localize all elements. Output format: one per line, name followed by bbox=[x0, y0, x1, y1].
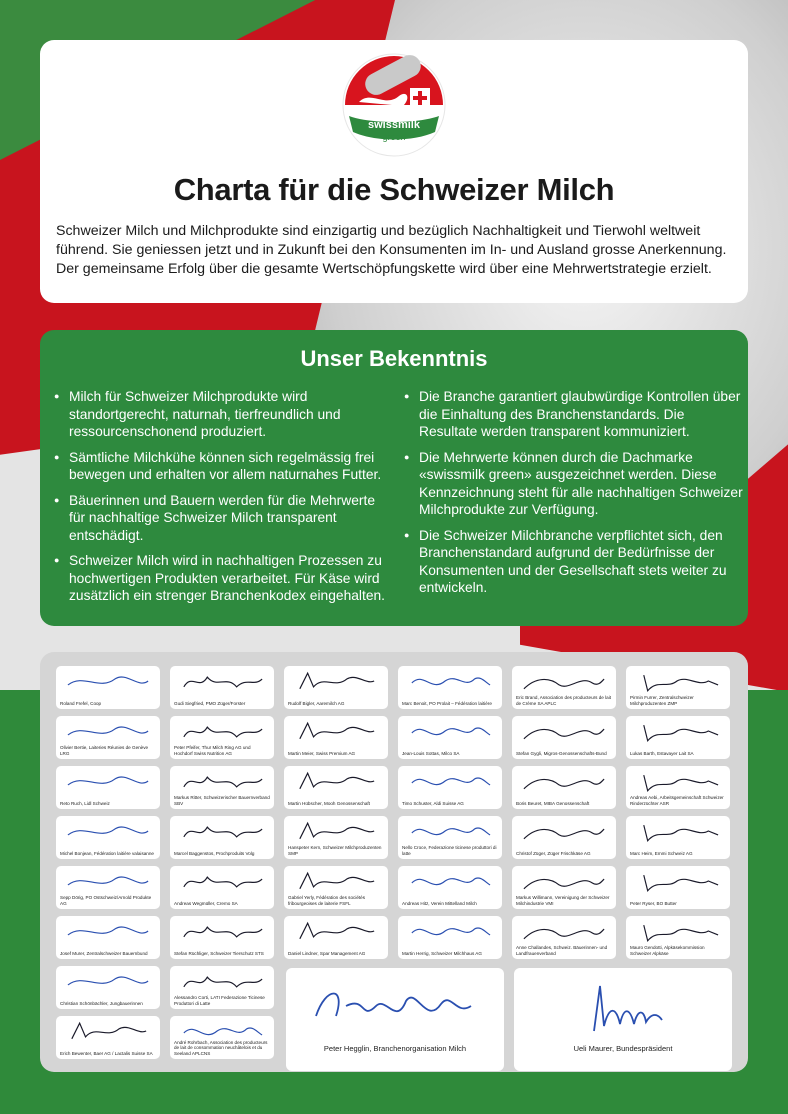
signature-caption: Christian Schönbächler, Jungbauerinnen bbox=[60, 1000, 143, 1006]
signature-caption: Marc Benoit, PO Prolait – Fédération laitière bbox=[402, 700, 492, 706]
signature-drawing bbox=[64, 669, 152, 693]
page-title: Charta für die Schweizer Milch bbox=[173, 172, 615, 207]
signature-box bbox=[284, 816, 388, 859]
signature-caption: Andreas Wegmüller, Cremo SA bbox=[174, 900, 238, 906]
signature-caption: André Rohrbach, Association des producteurs de lait de consommation neuchâtelois et du Seeland APLCNS bbox=[174, 1039, 268, 1056]
signature-caption: Erich Bewenter, Baer AG / Lactalis Suisse SA bbox=[60, 1050, 153, 1056]
signature-caption: Martin Hübscher, Mooh Genossenschaft bbox=[288, 800, 370, 806]
signature-drawing bbox=[64, 819, 152, 843]
signature-drawing bbox=[178, 669, 266, 693]
signature-drawing bbox=[178, 719, 266, 743]
bekenntnis-bullet: ● Sämtliche Milchkühe können sich regelmässig frei bewegen und erhalten vor allem naturnahes Futter. bbox=[54, 449, 394, 484]
signature-caption: Timo Schuster, Aldi Suisse AG bbox=[402, 800, 464, 806]
signature-box bbox=[170, 866, 274, 909]
signature-drawing bbox=[634, 669, 722, 693]
signature-box bbox=[56, 716, 160, 759]
signature-box bbox=[56, 666, 160, 709]
signature-drawing bbox=[64, 719, 152, 743]
signature-caption: Josef Murer, Zentralschweizer Bauernbund bbox=[60, 950, 148, 956]
signature-caption: Anne Challandes, Schweiz. Bäuerinnen- und Landfrauenverband bbox=[516, 945, 608, 956]
signature-drawing bbox=[178, 769, 266, 793]
signature-box bbox=[284, 716, 388, 759]
signature-drawing bbox=[178, 819, 266, 843]
signature-box bbox=[170, 916, 274, 959]
signature-caption: Markus Ritter, Schweizerischer Bauernverband SBV bbox=[174, 795, 270, 806]
signature-box bbox=[512, 866, 616, 909]
signature-drawing bbox=[406, 719, 494, 743]
signature-drawing bbox=[634, 869, 722, 893]
signature-drawing bbox=[292, 719, 380, 743]
signature-drawing bbox=[406, 869, 494, 893]
bekenntnis-bullet: ● Schweizer Milch wird in nachhaltigen Prozessen zu hochwertigen Produkten verarbeitet. Für Käse wird zusätzlich ein strenger Branchenkodex eingehalten. bbox=[54, 552, 394, 605]
signatures-panel bbox=[40, 652, 748, 1072]
signature-box bbox=[626, 916, 730, 959]
signature-caption: Lukas Barth, Estavayer Lait SA bbox=[630, 750, 694, 756]
signature-box bbox=[170, 716, 274, 759]
signature-caption: Peter Ryser, BO Butter bbox=[630, 900, 677, 906]
signature-drawing bbox=[64, 919, 152, 943]
signature-caption: Rudolf Bigler, Aaremilch AG bbox=[288, 700, 345, 706]
signature-box bbox=[626, 716, 730, 759]
signature-caption: Stefan Rüchliger, Schweizer Tierschutz STS bbox=[174, 950, 264, 956]
logo-text-green: green bbox=[382, 132, 406, 142]
signature-drawing bbox=[292, 819, 380, 843]
signature-box bbox=[398, 766, 502, 809]
signature-drawing bbox=[520, 719, 608, 743]
signature-drawing bbox=[534, 976, 714, 1036]
signature-drawing bbox=[520, 819, 608, 843]
bekenntnis-card bbox=[40, 330, 748, 626]
signature-box bbox=[626, 866, 730, 909]
signature-drawing bbox=[64, 1019, 152, 1043]
signature-drawing bbox=[178, 919, 266, 943]
signature-caption: Michel Bonjean, Fédération laitière valaisanne bbox=[60, 850, 154, 856]
bekenntnis-bullet: ● Milch für Schweizer Milchprodukte wird standortgerecht, naturnah, tierfreundlich und ressourcenschonend produziert. bbox=[54, 388, 394, 441]
bekenntnis-bullet: ● Bäuerinnen und Bauern werden für die Mehrwerte für nachhaltige Schweizer Milch transparent entschädigt. bbox=[54, 492, 394, 545]
signature-box bbox=[284, 866, 388, 909]
signature-caption: Reto Ruch, Lidl Schweiz bbox=[60, 800, 110, 806]
signature-box bbox=[398, 816, 502, 859]
header-card bbox=[40, 40, 748, 303]
signature-drawing bbox=[306, 976, 486, 1036]
signature-drawing bbox=[634, 919, 722, 943]
signature-drawing bbox=[178, 969, 266, 993]
signature-drawing bbox=[634, 769, 722, 793]
bekenntnis-title: Unser Bekenntnis bbox=[300, 346, 488, 371]
signature-caption: Peter Pfeifer, Thur Milch Ring AG und Hochdorf Swiss Nutrition AG bbox=[174, 745, 251, 756]
signature-drawing bbox=[634, 819, 722, 843]
signature-box bbox=[284, 916, 388, 959]
signature-caption: Hanspeter Kern, Schweizer Milchproduzenten SMP bbox=[288, 845, 382, 856]
signature-box bbox=[170, 816, 274, 859]
signature-caption: Martin Herrig, Schweizer Milchhaus AG bbox=[402, 950, 482, 956]
signature-drawing bbox=[406, 769, 494, 793]
signature-caption: Olivier Bertie, Laiteries Réunies de Genève LRG bbox=[60, 745, 149, 756]
signature-caption: Christof Züger, Züger Frischkäse AG bbox=[516, 850, 591, 856]
signature-box bbox=[512, 766, 616, 809]
signature-box bbox=[56, 866, 160, 909]
signature-caption: Peter Hegglin, Branchenorganisation Milch bbox=[323, 1044, 467, 1053]
signature-drawing bbox=[292, 919, 380, 943]
signature-caption: Ueli Maurer, Bundespräsident bbox=[573, 1044, 673, 1053]
signature-drawing bbox=[64, 769, 152, 793]
signature-box-principal bbox=[514, 968, 732, 1071]
signature-box bbox=[170, 666, 274, 709]
signature-drawing bbox=[64, 969, 152, 993]
signature-box-principal bbox=[286, 968, 504, 1071]
signature-drawing bbox=[520, 769, 608, 793]
signature-drawing bbox=[178, 869, 266, 893]
signature-box bbox=[284, 666, 388, 709]
signature-caption: Gudi Siegfried, PMO Züger/Forster bbox=[174, 700, 246, 706]
bekenntnis-left-column bbox=[54, 388, 394, 613]
signature-caption: Pirmin Furrer, Zentralschweizer Milchproduzenten ZMP bbox=[630, 695, 694, 706]
signature-drawing bbox=[292, 769, 380, 793]
signature-box bbox=[512, 816, 616, 859]
signature-caption: Marc Heim, Emmi Schweiz AG bbox=[630, 850, 693, 856]
signature-caption: Boris Beuret, MIBA Genossenschaft bbox=[516, 800, 590, 806]
signature-caption: Gabriel Yerly, Fédération des sociétés fribourgeoises de laiterie FSFL bbox=[288, 895, 366, 906]
signature-box bbox=[512, 666, 616, 709]
signature-box bbox=[626, 816, 730, 859]
bekenntnis-bullet: ● Die Mehrwerte können durch die Dachmarke «swissmilk green» ausgezeichnet werden. Diese Kennzeichnung steht für alle nachhaltigen Schweizer Milchprodukte zur Verfügung. bbox=[404, 449, 744, 519]
signature-caption: Stefan Gygli, Migros-Genossenschafts-Bund bbox=[516, 750, 607, 756]
signature-drawing bbox=[64, 869, 152, 893]
signature-box bbox=[56, 766, 160, 809]
bekenntnis-bullet: ● Die Schweizer Milchbranche verpflichtet sich, den Branchenstandard aufgrund der Bedürfnisse der Konsumenten und der Gesellschaft stets weiter zu entwickeln. bbox=[404, 527, 744, 597]
signature-caption: Sepp Dörig, PO Ostschweiz/Arnold Produkte AG bbox=[60, 895, 152, 906]
signature-drawing bbox=[520, 919, 608, 943]
signature-caption: Andreas Hitz, Verein Mittelland Milch bbox=[402, 900, 477, 906]
signature-box bbox=[284, 766, 388, 809]
signature-caption: Alessandro Corti, LATI Federazione Ticinese Produttori di Latte bbox=[174, 995, 265, 1006]
signature-drawing bbox=[634, 719, 722, 743]
bekenntnis-bullet: ● Die Branche garantiert glaubwürdige Kontrollen über die Einhaltung des Branchenstandards. Die Resultate werden transparent kommuniziert. bbox=[404, 388, 744, 441]
intro-paragraph: Schweizer Milch und Milchprodukte sind einzigartig und bezüglich Nachhaltigkeit und Tierwohl weltweit führend. Sie geniessen jetzt und in Zukunft bei den Konsumenten im In- und Ausland grosse Anerkennung. Der gemeinsame Erfolg über die gesamte Wertschöpfungskette wird über eine Mehrwertstrategie erzielt. bbox=[56, 223, 727, 277]
logo-text-swissmilk: swissmilk bbox=[368, 119, 420, 131]
signature-caption: Markus Willimann, Vereinigung der Schweizer Milchindustrie VMI bbox=[516, 895, 610, 906]
signature-caption: Jean-Louis Sottas, Milco SA bbox=[402, 750, 460, 756]
signature-box bbox=[170, 1016, 274, 1059]
signature-box bbox=[626, 666, 730, 709]
signature-box bbox=[398, 866, 502, 909]
bekenntnis-right-column bbox=[404, 388, 744, 605]
signature-caption: Mauro Gendotti, Alpkäsekommission Schweizer Alpkäse bbox=[630, 945, 705, 956]
signature-caption: Roland Frefel, Coop bbox=[60, 700, 102, 706]
signature-caption: Eric Brand, Association des producteurs de lait de Crème SA APLC bbox=[516, 695, 611, 706]
signature-drawing bbox=[520, 869, 608, 893]
signature-box bbox=[398, 666, 502, 709]
signature-caption: Daniel Lindner, Spar Management AG bbox=[288, 950, 366, 956]
signature-caption: Andreas Aebi, Arbeitsgemeinschaft Schweizer Rinderzüchter ASR bbox=[630, 795, 724, 806]
signature-box bbox=[398, 916, 502, 959]
signature-box bbox=[170, 966, 274, 1009]
signature-box bbox=[56, 816, 160, 859]
signature-drawing bbox=[406, 819, 494, 843]
signature-box bbox=[56, 1016, 160, 1059]
signature-caption: Marcel Baggenstos, Prochproduits Volg bbox=[174, 850, 255, 856]
signature-drawing bbox=[520, 669, 608, 693]
signature-box bbox=[512, 916, 616, 959]
signature-box bbox=[398, 716, 502, 759]
signature-drawing bbox=[406, 919, 494, 943]
signature-box bbox=[512, 716, 616, 759]
signature-box bbox=[626, 766, 730, 809]
signature-caption: Nello Croce, Federazione ticinese produttori di latte bbox=[402, 845, 497, 856]
signature-box bbox=[56, 916, 160, 959]
signature-drawing bbox=[292, 869, 380, 893]
signature-drawing bbox=[406, 669, 494, 693]
signature-caption: Martin Meier, Swiss Premium AG bbox=[288, 750, 356, 756]
signature-box bbox=[56, 966, 160, 1009]
swissmilk-green-logo bbox=[341, 52, 447, 158]
signature-box bbox=[170, 766, 274, 809]
signature-drawing bbox=[292, 669, 380, 693]
